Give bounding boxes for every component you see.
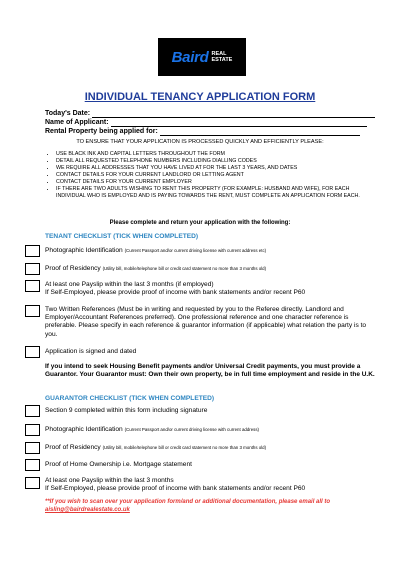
item-note: (Utility bill, mobile/telephone bill or credit card statement no more than 3 months old) [102,266,267,271]
complete-note: Please complete and return your application with the following: [109,220,291,226]
item-line2: If Self-Employed, please provide proof of income with bank statements and/or recent P60 [45,485,306,493]
instructions-list [44,151,376,200]
todays-date-label: Today's Date: [45,110,91,117]
item-main: At least one Payslip within the last 3 months (if employed) [45,281,214,288]
guarantor-photo-id-item [45,426,375,434]
item-main: Photographic Identification [45,247,123,254]
applicant-name-line[interactable] [111,119,367,127]
tenant-references-item: Two Written References (Must be in writing and requested by you to the Referee directly. Landlord and Employer/Accountant References preferred). One professional reference and one character reference is preferable. Please specify in each reference & guarantor information (if applicable) what relation the party is to you. [45,306,367,338]
scan-email-note [45,498,375,514]
guarantor-home-ownership-item: Proof of Home Ownership i.e. Mortgage statement [45,461,192,468]
logo-brand: Baird [171,48,209,66]
item-note: (Utility bill, mobile/telephone bill or credit card statement no more than 3 months old) [102,445,267,450]
tenant-photo-id-item [45,247,375,255]
logo-sub-line2: ESTATE [211,57,233,63]
rental-property-field[interactable] [45,128,360,136]
intro-text: TO ENSURE THAT YOUR APPLICATION IS PROCESSED QUICKLY AND EFFICIENTLY PLEASE: [76,139,324,145]
tenant-residency-checkbox[interactable] [25,263,40,275]
guarantor-home-ownership-checkbox[interactable] [25,459,40,471]
guarantor-section9-checkbox[interactable] [25,405,40,417]
applicant-name-label: Name of Applicant: [45,119,109,126]
todays-date-line[interactable] [92,110,375,118]
item-main: Proof of Residency [45,265,101,272]
tenant-payslip-item [45,281,375,297]
guarantor-section9-item: Section 9 completed within this form including signature [45,407,208,414]
tenant-references-checkbox[interactable] [25,305,40,317]
guarantor-checklist-heading: GUARANTOR CHECKLIST (TICK WHEN COMPLETED) [45,395,215,402]
instruction-item: • IF THERE ARE TWO ADULTS WISHING TO RENT THIS PROPERTY (FOR EXAMPLE: HUSBAND AND WIFE), FOR EACH INDIVIDUAL WHO IS EMPLOYED AND IS PAYING TOWARDS THE RENT, MUST COMPLETE AN APPLICATION FORM EACH. [56,186,376,200]
item-note: (Current Passport and/or current driving license with current address etc) [124,248,267,253]
contact-email-link[interactable]: aisling@bairdrealestate.co.uk [45,507,130,513]
guarantor-residency-item [45,444,375,452]
guarantor-residency-checkbox[interactable] [25,442,40,454]
tenant-checklist-heading: TENANT CHECKLIST (TICK WHEN COMPLETED) [45,233,199,240]
instruction-item: • DETAIL ALL REQUESTED TELEPHONE NUMBERS INCLUDING DIALLING CODES [56,158,376,165]
item-line2: If Self-Employed, please provide proof of income with bank statements and/or recent P60 [45,289,306,297]
rental-property-line[interactable] [160,128,360,136]
instruction-item: • WE REQUIRE ALL ADDRESSES THAT YOU HAVE LIVED AT FOR THE LAST 3 YEARS, AND DATES [56,165,376,172]
logo-sub [211,51,232,63]
housing-benefit-warning: If you intend to seek Housing Benefit payments and/or Universal Credit payments, you must provide a Guarantor. Your Guarantor must: Own their own property, be in full time employment and reside in the U.K. [45,363,375,379]
item-main: At least one Payslip within the last 3 months [45,477,174,484]
logo-sub-line1: REAL [211,51,227,57]
item-note: (Current Passport and/or current driving license with current address) [124,427,260,432]
guarantor-payslip-item [45,477,375,493]
tenant-signed-item: Application is signed and dated [45,348,137,355]
instruction-item: • CONTACT DETAILS FOR YOUR CURRENT EMPLOYER [56,179,376,186]
instruction-item: • CONTACT DETAILS FOR YOUR CURRENT LANDLORD OR LETTING AGENT [56,172,376,179]
form-title: INDIVIDUAL TENANCY APPLICATION FORM [84,91,316,103]
tenant-photo-id-checkbox[interactable] [25,245,40,257]
instruction-item: • USE BLACK INK AND CAPITAL LETTERS THROUGHOUT THE FORM [56,151,376,158]
item-main: Photographic Identification [45,426,123,433]
tenant-residency-item [45,265,375,273]
applicant-name-field[interactable] [45,119,367,127]
tenant-payslip-checkbox[interactable] [25,280,40,292]
todays-date-field[interactable] [45,110,375,118]
company-logo [158,38,246,76]
guarantor-photo-id-checkbox[interactable] [25,424,40,436]
tenant-signed-checkbox[interactable] [25,346,40,358]
guarantor-payslip-checkbox[interactable] [25,477,40,489]
scan-email-note-text: **If you wish to scan over your application form/and or additional documentation, please email all to [45,499,331,505]
item-main: Proof of Residency [45,444,101,451]
rental-property-label: Rental Property being applied for: [45,128,158,135]
